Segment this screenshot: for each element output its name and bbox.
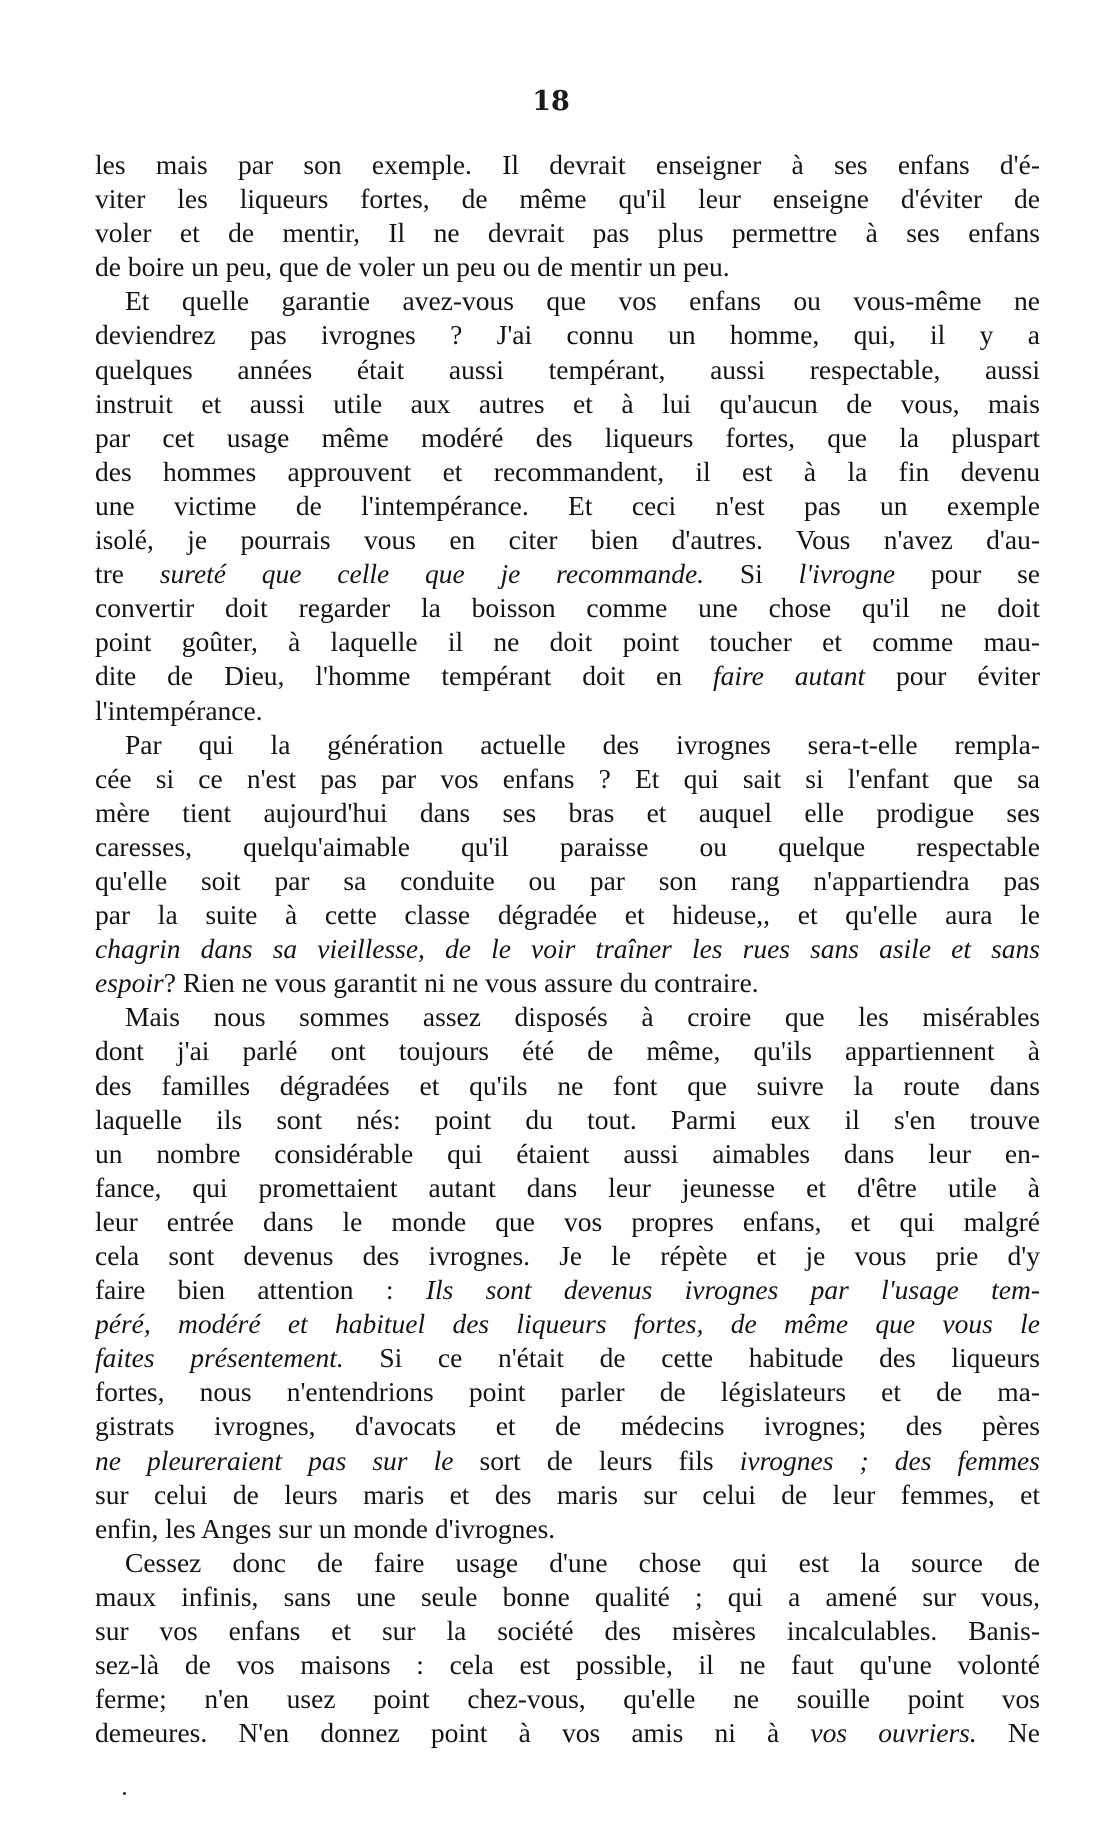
text-segment: Mais nous sommes assez disposés à croire que les misérables [125,1001,1040,1033]
text-line [95,1375,1040,1409]
text-line [95,284,1040,318]
text-line [95,1512,1040,1546]
text-segment: une victime de l'intempérance. Et ceci n'est pas un exemple [95,489,1040,521]
text-line [95,591,1040,625]
text-line [95,966,1040,1000]
text-segment: instruit et aussi utile aux autres et à lui qu'aucun de vous, mais [95,387,1040,419]
text-line [95,557,1040,591]
text-line [95,1478,1040,1512]
italic-text: espoir [95,967,164,999]
text-segment: faire bien attention : [95,1274,426,1306]
text-segment: quelques années était aussi tempérant, aussi respectable, aussi [95,353,1040,385]
text-line [95,898,1040,932]
text-line [95,250,1040,284]
text-segment: demeures. N'en donnez point à vos amis ni à [95,1717,811,1749]
text-line [95,421,1040,455]
text-segment: dite de Dieu, l'homme tempérant doit en [95,660,713,692]
text-segment: enfin, les Anges sur un monde d'ivrognes. [95,1512,556,1544]
text-segment: Et quelle garantie avez-vous que vos enfans ou vous-même ne [125,285,1040,317]
italic-text: vos ouvriers. [810,1717,977,1749]
text-line [95,489,1040,523]
text-segment: des familles dégradées et qu'ils ne font que suivre la route dans [95,1069,1040,1101]
text-segment: qu'elle soit par sa conduite ou par son rang n'appartiendra pas [95,864,1040,896]
italic-text: l'ivrogne [798,558,896,590]
text-segment: par la suite à cette classe dégradée et hideuse,, et qu'elle aura le [95,899,1040,931]
text-segment: Ne [976,1717,1040,1749]
paragraph [95,148,1040,284]
text-segment: les mais par son exemple. Il devrait enseigner à ses enfans d'é- [95,149,1040,180]
text-segment: un nombre considérable qui étaient aussi aimables dans leur en- [95,1137,1040,1169]
italic-text: chagrin dans sa vieillesse, de le voir traîner les rues sans asile et sans [95,933,1040,965]
text-segment: l'intempérance. [95,694,263,726]
text-line [95,728,1040,762]
paragraph [95,1546,1040,1751]
text-line [95,523,1040,557]
text-segment: convertir doit regarder la boisson comme une chose qu'il ne doit [95,592,1040,624]
paragraph [95,728,1040,1001]
text-line [95,1409,1040,1443]
italic-text: péré, modéré et habituel des liqueurs fortes, de même que vous le [95,1308,1040,1340]
text-segment: tre [95,558,160,590]
text-segment: Par qui la génération actuelle des ivrognes sera-t-elle rempla- [125,728,1040,760]
text-line [95,1069,1040,1103]
text-segment: fance, qui promettaient autant dans leur jeunesse et d'être utile à [95,1171,1040,1203]
text-segment: des hommes approuvent et recommandent, il est à la fin devenu [95,455,1040,487]
text-line [95,830,1040,864]
text-segment: ? Rien ne vous garantit ni ne vous assure du contraire. [163,967,759,999]
text-segment: cée si ce n'est pas par vos enfans ? Et qui sait si l'enfant que sa [95,762,1040,794]
text-segment: Cessez donc de faire usage d'une chose qui est la source de [125,1546,1040,1578]
text-line [95,864,1040,898]
text-line [95,1205,1040,1239]
text-line [95,387,1040,421]
text-line [95,1034,1040,1068]
text-segment: Si [704,558,799,590]
italic-text: sureté que celle que je recommande. [159,558,705,590]
paragraph [95,284,1040,727]
text-segment: maux infinis, sans une seule bonne qualité ; qui a amené sur vous, [95,1580,1040,1612]
text-line [95,182,1040,216]
text-line [95,1716,1040,1750]
text-line [95,216,1040,250]
text-line [95,659,1040,693]
text-line [95,1000,1040,1034]
text-segment: point goûter, à laquelle il ne doit point toucher et comme mau- [95,626,1040,658]
text-line [95,1341,1040,1375]
text-segment: caresses, quelqu'aimable qu'il paraisse ou quelque respectable [95,830,1040,862]
text-segment: gistrats ivrognes, d'avocats et de médecins ivrognes; des pères [95,1410,1040,1442]
text-line [95,455,1040,489]
text-line [95,1103,1040,1137]
paragraph [95,1000,1040,1546]
text-line [95,1171,1040,1205]
text-segment: leur entrée dans le monde que vos propres enfans, et qui malgré [95,1205,1040,1237]
italic-text: Ils sont devenus ivrognes par l'usage tem- [425,1274,1040,1306]
text-line [95,1239,1040,1273]
text-segment: sez-là de vos maisons : cela est possible, il ne faut qu'une volonté [95,1649,1040,1681]
text-segment: fortes, nous n'entendrions point parler de législateurs et de ma- [95,1376,1040,1408]
italic-text: ne pleureraient pas sur le [95,1444,454,1476]
text-line [95,1614,1040,1648]
text-segment: de boire un peu, que de voler un peu ou de mentir un peu. [95,251,730,283]
text-segment: sur celui de leurs maris et des maris sur celui de leur femmes, et [95,1478,1040,1510]
text-line [95,1444,1040,1478]
text-line [95,1580,1040,1614]
text-line [95,694,1040,728]
text-line [95,318,1040,352]
text-line [95,1273,1040,1307]
text-segment: ferme; n'en usez point chez-vous, qu'elle ne souille point vos [95,1683,1040,1715]
text-segment: cela sont devenus des ivrognes. Je le répète et je vous prie d'y [95,1240,1040,1271]
text-line [95,1546,1040,1580]
text-line [95,1682,1040,1716]
text-segment: viter les liqueurs fortes, de même qu'il leur enseigne d'éviter de [95,183,1040,215]
text-line [95,762,1040,796]
text-line [95,1648,1040,1682]
text-line [95,1307,1040,1341]
text-line [95,353,1040,387]
text-segment: par cet usage même modéré des liqueurs fortes, que la pluspart [95,421,1040,453]
italic-text: faire autant [712,660,866,692]
page-number: 18 [532,86,570,117]
text-segment: sur vos enfans et sur la société des misères incalculables. Banis- [95,1615,1040,1647]
text-segment: mère tient aujourd'hui dans ses bras et auquel elle prodigue ses [95,796,1040,828]
text-segment: deviendrez pas ivrognes ? J'ai connu un homme, qui, il y a [95,319,1040,351]
text-segment: pour se [895,558,1040,590]
text-segment: sort de leurs fils [453,1444,740,1476]
print-speck [123,1792,126,1795]
body-text [95,148,1040,1750]
italic-text: faites présentement. [95,1342,344,1374]
text-line [95,625,1040,659]
text-segment: dont j'ai parlé ont toujours été de même, qu'ils appartiennent à [95,1035,1040,1067]
text-line [95,932,1040,966]
text-line [95,1137,1040,1171]
text-segment: Si ce n'était de cette habitude des liqueurs [343,1342,1040,1374]
text-segment: voler et de mentir, Il ne devrait pas plus permettre à ses enfans [95,217,1040,249]
text-line [95,796,1040,830]
italic-text: ivrognes ; des femmes [739,1444,1040,1476]
text-line [95,148,1040,182]
text-segment: pour éviter [865,660,1040,692]
text-segment: laquelle ils sont nés: point du tout. Parmi eux il s'en trouve [95,1103,1040,1135]
text-segment: isolé, je pourrais vous en citer bien d'autres. Vous n'avez d'au- [95,524,1040,556]
